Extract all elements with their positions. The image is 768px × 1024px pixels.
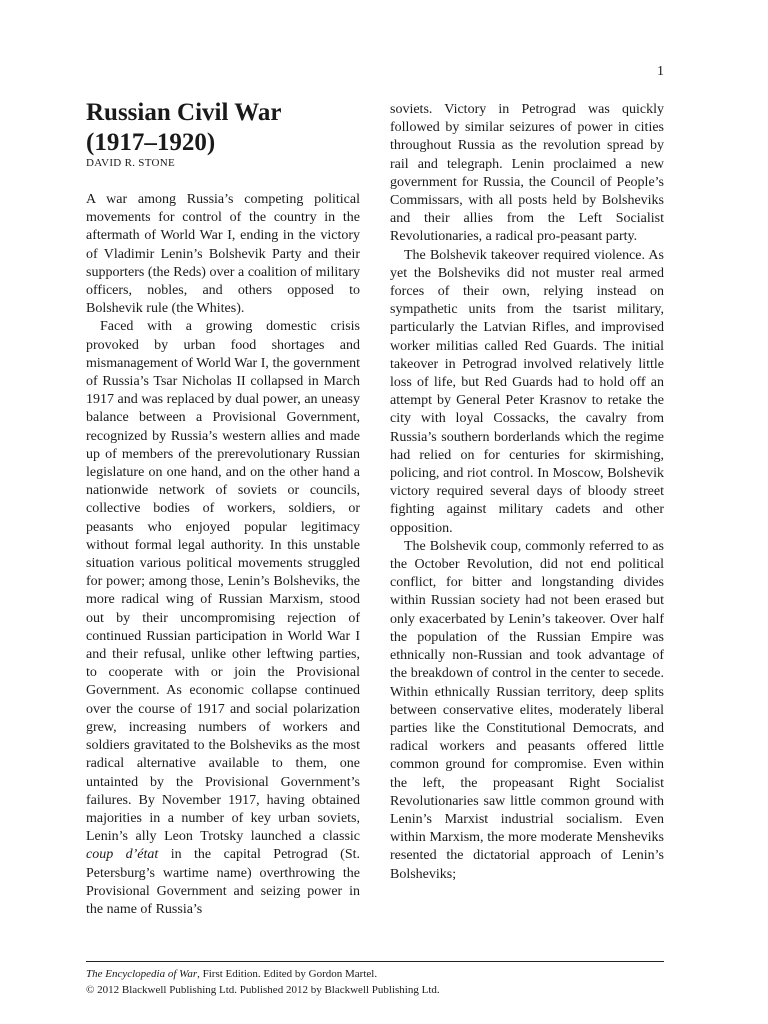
paragraph-takeover: The Bolshevik takeover required violence. As yet the Bolsheviks did not muster real armed forces of their own, relying instead on sympathetic units from the tsarist military, particularly the Latvian Rifles, and improvised worker militias called Red Guards. The initial takeover in Petrograd involved relatively little loss of life, but Red Guards had to hold off an attempt by General Peter Krasnov to retake the city with loyal Cossacks, the cavalry from Russia’s southern borderlands which the regime had relied on for centuries for skirmishing, policing, and riot control. In Moscow, Bolshevik victory required several days of bloody street fighting against military cadets and other opposition. <box>390 247 664 536</box>
edition-text: , First Edition. Edited by Gordon Martel. <box>197 968 378 980</box>
footer-citation <box>86 966 440 982</box>
italic-term: coup d’état <box>86 847 159 863</box>
paragraph-coup: The Bolshevik coup, commonly referred to as the October Revolution, did not end political conflict, for bitter and longstanding divides within Russian society had not been erased but only exacerbated by Lenin’s takeover. Over half the population of the Russian Empire was ethnically non-Russian and took advantage of the breakdown of control in the center to secede. Within ethnically Russian territory, deep splits between conservative elites, moderately liberal parties like the Constitutional Democrats, and radical workers and peasants offered little common ground for compromise. Even within the left, the propeasant Right Socialist Revolutionaries saw little common ground with Lenin’s Marxist industrial socialism. Even within Marxism, the more moderate Mensheviks resented the dictatorial approach of Lenin’s Bolsheviks; <box>390 538 664 882</box>
paragraph-continuation: soviets. Victory in Petrograd was quickly followed by similar seizures of power in cities throughout Russia as the revolution spread by rail and telegraph. Lenin proclaimed a new government for Russia, the Council of People’s Commissars, with all posts held by Bolsheviks and their allies from the Left Socialist Revolutionaries, a radical pro-peasant party. <box>390 102 664 245</box>
copyright-text: © 2012 Blackwell Publishing Ltd. Published 2012 by Blackwell Publishing Ltd. <box>86 984 440 996</box>
left-column <box>86 191 360 919</box>
paragraph-text: Faced with a growing domestic crisis provoked by urban food shortages and mismanagement of World War I, the government of Russia’s Tsar Nicholas II collapsed in March 1917 and was replaced by dual power, an uneasy balance between a Provisional Government, recognized by Russia’s western allies and made up of members of the prerevolutionary Russian legislature on one hand, and on the other hand a nationwide network of soviets or councils, collective bodies of workers, soldiers, or peasants who enjoyed popular legitimacy without formal legal authority. In this unstable situation various political movements struggled for power; among those, Lenin’s Bolsheviks, the more radical wing of Russian Marxism, stood out by their uncompromising rejection of continued Russian participation in World War I and their refusal, unlike other leftwing parties, to cooperate with or join the Provisional Government. As economic collapse continued over the course of 1917 and social polarization grew, increasing numbers of workers and soldiers gravitated to the Bolsheviks as the most radical alternative available to them, one untainted by the Provisional Government’s failures. By November 1917, having obtained majorities in a number of key urban soviets, Lenin’s ally Leon Trotsky launched a classic <box>86 319 360 845</box>
paragraph-text: in the capital Petrograd (St. Petersburg’s wartime name) overthrowing the Provisional Government and seizing power in the name of Russia’s <box>86 847 360 917</box>
title-line-1: Russian Civil War <box>86 99 282 126</box>
paragraph-background <box>86 318 360 919</box>
footer-divider <box>86 961 664 962</box>
title-line-2: (1917–1920) <box>86 129 216 156</box>
page-number: 1 <box>657 64 664 79</box>
right-column <box>390 101 664 884</box>
paragraph-intro: A war among Russia’s competing political movements for control of the country in the aftermath of World War I, ending in the victory of Vladimir Lenin’s Bolshevik Party and their supporters (the Reds) over a coalition of military officers, nobles, and others opposed to Bolshevik rule (the Whites). <box>86 192 360 317</box>
book-title: The Encyclopedia of War <box>86 968 198 980</box>
author-name: DAVID R. STONE <box>86 157 176 169</box>
article-title <box>86 98 376 158</box>
footer <box>86 966 440 998</box>
